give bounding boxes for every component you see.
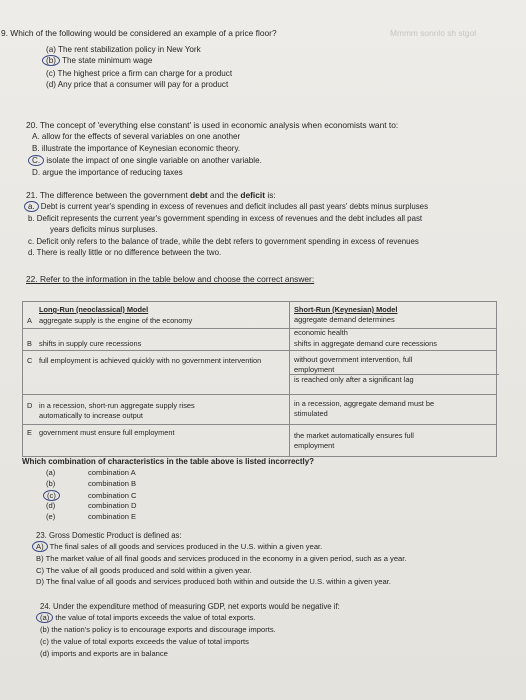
row-letter: D xyxy=(27,401,33,410)
question-19-text: 9. Which of the following would be considered an example of a price floor? xyxy=(1,28,277,38)
option-20d[interactable]: D. argue the importance of reducing taxes xyxy=(32,168,183,177)
row-right-cell: in a recession, aggregate demand must be stimulated xyxy=(289,395,499,425)
option-22e[interactable]: (e) combination E xyxy=(46,512,137,521)
option-24c[interactable]: (c) the value of total exports exceeds the value of total imports xyxy=(40,637,249,646)
option-22b[interactable]: (b) combination B xyxy=(46,479,137,488)
column-header-long-run: Long-Run (neoclassical) Model xyxy=(39,305,149,314)
bleed-through-text: Mmmm sonnlo sh stgol xyxy=(390,28,477,38)
option-24d[interactable]: (d) imports and exports are in balance xyxy=(40,649,168,658)
table-row: economic health shifts in aggregate demand cure recessions B shifts in supply cure recessions xyxy=(23,328,496,351)
table-row xyxy=(23,394,496,425)
answer-circle-mark: a. xyxy=(24,201,39,212)
option-20a[interactable]: A. allow for the effects of several variables on one another xyxy=(32,132,241,141)
option-23c[interactable]: C) The value of all goods produced and sold within a given year. xyxy=(36,566,252,575)
question-23-text: 23. Gross Domestic Product is defined as: xyxy=(36,531,182,540)
answer-circle-mark: (a) xyxy=(36,612,53,623)
column-header-short-run: Short-Run (Keynesian) Model xyxy=(294,305,398,314)
row-letter: E xyxy=(27,428,32,437)
row-left-text: aggregate supply is the engine of the economy xyxy=(39,316,193,325)
row-right-cell: Short-Run (Keynesian) Model aggregate demand determines xyxy=(289,302,499,328)
row-left-text: shifts in supply cure recessions xyxy=(39,339,142,348)
answer-circle-mark: (c) xyxy=(43,490,60,501)
row-left-text: full employment is achieved quickly with no government intervention xyxy=(39,356,262,365)
question-22-followup: Which combination of characteristics in the table above is listed incorrectly? xyxy=(22,457,315,466)
option-21c[interactable]: c. Deficit only refers to the balance of trade, while the debt refers to government spending in excess of revenues xyxy=(28,237,419,246)
option-21b-cont: years deficits minus surpluses. xyxy=(50,225,158,234)
option-21b[interactable]: b. Deficit represents the current year's government spending in excess of revenues and the debt includes all past xyxy=(28,214,423,223)
option-23d[interactable]: D) The final value of all goods and services produced both within and outside the U.S. within a given year. xyxy=(36,577,391,586)
option-22d[interactable]: (d) combination D xyxy=(46,501,137,510)
row-letter: C xyxy=(27,356,33,365)
option-24a[interactable]: (a) the value of total imports exceeds the value of total exports. xyxy=(40,612,256,623)
row-left-text: in a recession, short-run aggregate supply rises automatically to increase output xyxy=(39,401,195,420)
row-letter: A xyxy=(27,316,32,325)
option-21d[interactable]: d. There is really little or no difference between the two. xyxy=(28,248,222,257)
option-20b[interactable]: B. illustrate the importance of Keynesian economic theory. xyxy=(32,144,241,153)
answer-circle-mark: (b) xyxy=(42,55,60,66)
row-letter: B xyxy=(27,339,32,348)
option-19d[interactable]: (d) Any price that a consumer will pay for a product xyxy=(46,80,229,89)
question-24-text: 24. Under the expenditure method of measuring GDP, net exports would be negative if: xyxy=(40,602,340,611)
answer-circle-mark: A) xyxy=(32,541,48,552)
option-23b[interactable]: B) The market value of all final goods and services produced in the economy in a given period, such as a year. xyxy=(36,554,407,563)
option-21a[interactable]: a. Debt is current year's spending in excess of revenues and deficit includes all past years' debts minus surpluses xyxy=(28,201,428,212)
option-23a[interactable]: A) The final sales of all goods and services produced in the U.S. within a given year. xyxy=(36,541,322,552)
comparison-table xyxy=(22,301,497,457)
option-22c[interactable]: (c) combination C xyxy=(46,490,137,502)
option-24b[interactable]: (b) the nation's policy is to encourage exports and discourage imports. xyxy=(40,625,276,634)
option-22a[interactable]: (a) combination A xyxy=(46,468,136,477)
row-right-cell: the market automatically ensures full employment xyxy=(289,425,499,456)
option-19b[interactable]: (b) The state minimum wage xyxy=(46,55,152,66)
row-right-cell: without government intervention, full employment is reached only after a significant lag xyxy=(289,351,499,395)
answer-circle-mark: C. xyxy=(28,155,44,166)
option-19a[interactable]: (a) The rent stabilization policy in New York xyxy=(46,45,201,54)
table-row xyxy=(23,302,496,328)
question-20-text: 20. The concept of 'everything else constant' is used in economic analysis when economists want to: xyxy=(26,120,399,130)
option-19c[interactable]: (c) The highest price a firm can charge for a product xyxy=(46,69,233,78)
question-22-text: 22. Refer to the information in the table below and choose the correct answer: xyxy=(26,274,315,284)
row-left-text: government must ensure full employment xyxy=(39,428,175,437)
question-21-text: 21. The difference between the government debt and the deficit is: xyxy=(26,190,276,200)
table-row xyxy=(23,424,496,456)
option-20c[interactable]: C. isolate the impact of one single variable on another variable. xyxy=(32,155,262,166)
table-row xyxy=(23,350,496,395)
